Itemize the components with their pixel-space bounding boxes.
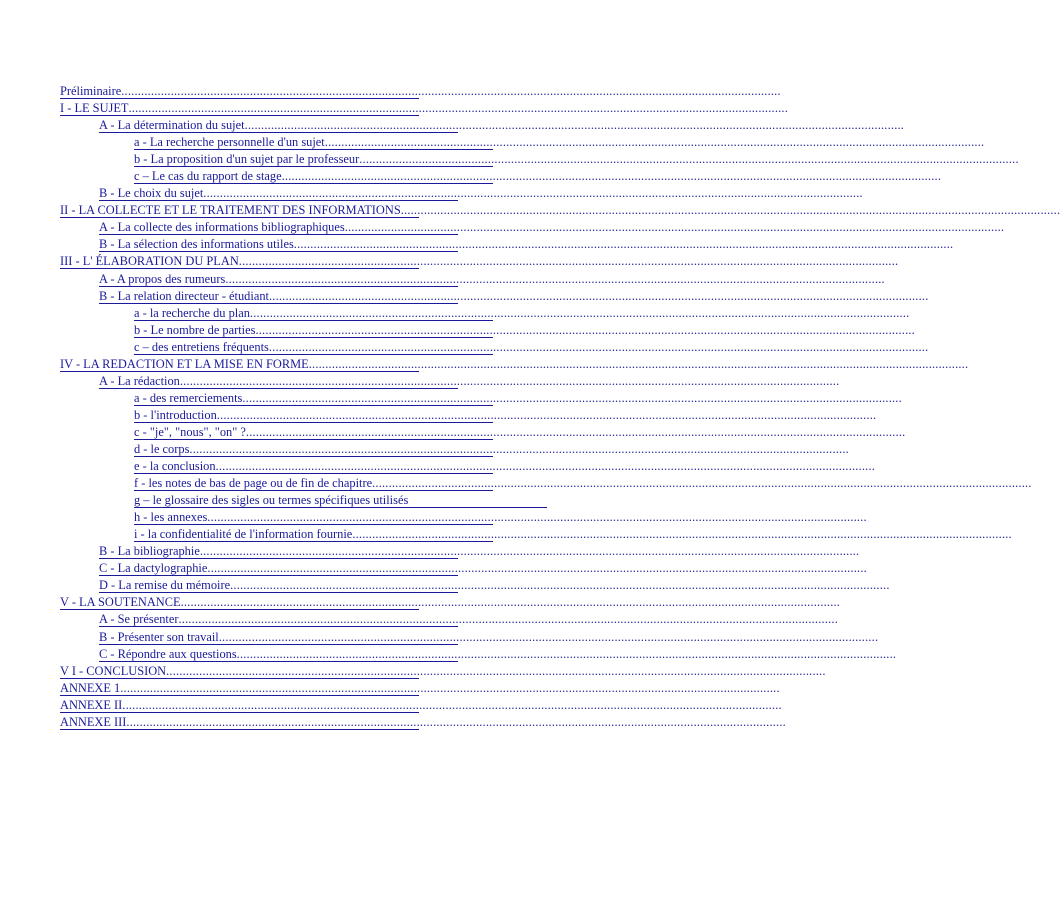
toc-link[interactable] xyxy=(134,493,547,508)
toc-entry-title: ANNEXE II xyxy=(60,697,123,712)
dot-leader: ........................................................................................................................................................................................................ xyxy=(230,578,890,593)
toc-entry xyxy=(60,236,954,253)
dot-leader: ........................................................................................................................................................................................................ xyxy=(180,595,841,610)
toc-entry xyxy=(60,646,897,663)
toc-link[interactable] xyxy=(99,118,905,133)
toc-entry-title: f - les notes de bas de page ou de fin de chapitre xyxy=(134,476,373,491)
toc-entry xyxy=(60,458,876,475)
toc-entry-title: III - L' ÉLABORATION DU PLAN xyxy=(60,254,239,269)
toc-entry xyxy=(60,526,1012,543)
dot-leader: ........................................................................................................................................................................................................ xyxy=(268,288,929,303)
toc-entry xyxy=(60,577,890,594)
toc-entry xyxy=(60,441,849,458)
toc-link[interactable] xyxy=(60,714,786,730)
dot-leader: ........................................................................................................................................................................................................ xyxy=(225,271,885,286)
dot-leader: ........................................................................................................................................................................................................ xyxy=(268,339,929,354)
toc-entry xyxy=(60,168,942,185)
table-of-contents xyxy=(60,83,1060,731)
toc-entry-title: c - "je", "nous", "on" ? xyxy=(134,424,246,439)
toc-entry xyxy=(60,100,789,117)
toc-entry xyxy=(60,424,906,441)
toc-entry xyxy=(60,356,969,373)
toc-entry xyxy=(60,151,1019,168)
toc-link[interactable] xyxy=(99,220,1005,235)
dot-leader: ........................................................................................................................................................................................................ xyxy=(179,373,840,388)
toc-link[interactable] xyxy=(99,612,839,627)
toc-entry-title: I - LE SUJET xyxy=(60,101,129,116)
toc-link[interactable] xyxy=(60,680,780,696)
toc-entry xyxy=(60,663,826,680)
dot-leader: ........................................................................................................................................................................................................ xyxy=(249,305,910,320)
dot-leader: ........................................................................................................................................................................................................ xyxy=(238,254,899,269)
toc-entry-title: a - La recherche personnelle d'un sujet xyxy=(134,135,325,150)
toc-entry-title: h - les annexes xyxy=(134,510,208,525)
toc-entry-title: e - la conclusion xyxy=(134,459,216,474)
toc-entry-title: A - La détermination du sujet xyxy=(99,118,245,133)
dot-leader: ........................................................................................................................................................................................................ xyxy=(245,424,906,439)
toc-entry-title: B - La sélection des informations utiles xyxy=(99,237,294,252)
toc-link[interactable] xyxy=(99,373,840,389)
toc-link[interactable] xyxy=(60,595,841,610)
toc-entry-title: c – des entretiens fréquents xyxy=(134,339,269,354)
toc-entry xyxy=(60,714,786,731)
toc-entry-title: V I - CONCLUSION xyxy=(60,663,167,678)
dot-leader: ........................................................................................................................................................................................................ xyxy=(344,220,1005,235)
dot-leader: ........................................................................................................................................................................................................ xyxy=(308,356,969,371)
toc-entry xyxy=(60,134,985,151)
toc-entry-title: B - Le choix du sujet xyxy=(99,186,204,201)
dot-leader: ........................................................................................................................................................................................................ xyxy=(128,101,789,116)
toc-link[interactable] xyxy=(134,305,910,321)
toc-entry-title: c – Le cas du rapport de stage xyxy=(134,169,282,184)
dot-leader: ........................................................................................................................................................................................................ xyxy=(242,390,902,405)
toc-entry-title: ANNEXE III xyxy=(60,714,127,729)
dot-leader: ........................................................................................................................................................................................................ xyxy=(359,152,1019,167)
dot-leader: ........................................................................................................................................................................................................ xyxy=(120,680,780,695)
dot-leader: ........................................................................................................................................................................................................ xyxy=(189,441,849,456)
toc-link[interactable] xyxy=(99,561,867,576)
toc-link[interactable] xyxy=(60,101,789,116)
toc-entry-title: B - La bibliographie xyxy=(99,544,200,559)
toc-entry-title: A - La collecte des informations bibliographiques xyxy=(99,220,345,235)
toc-entry-title: Préliminaire xyxy=(60,84,122,98)
toc-link[interactable] xyxy=(134,407,877,423)
toc-entry-title: D - La remise du mémoire xyxy=(99,578,231,593)
toc-link[interactable] xyxy=(60,356,969,372)
toc-entry-title: A - A propos des rumeurs xyxy=(99,271,226,286)
toc-entry-title: C - La dactylographie xyxy=(99,561,208,576)
dot-leader: ........................................................................................................................................................................................................ xyxy=(178,612,839,627)
dot-leader: ........................................................................................................................................................................................................ xyxy=(281,169,942,184)
toc-link[interactable] xyxy=(134,322,915,338)
toc-entry xyxy=(60,185,863,202)
dot-leader: ........................................................................................................................................................................................................ xyxy=(126,714,786,729)
dot-leader: ........................................................................................................................................................................................................ xyxy=(215,459,876,474)
toc-entry xyxy=(60,339,929,356)
dot-leader: ........................................................................................................................................................................................................ xyxy=(199,544,860,559)
dot-leader: ........................................................................................................................................................................................................ xyxy=(244,118,905,133)
toc-link[interactable] xyxy=(60,663,826,679)
toc-entry xyxy=(60,288,929,305)
toc-entry xyxy=(60,611,839,628)
toc-link[interactable] xyxy=(134,424,906,440)
toc-entry xyxy=(60,543,860,560)
toc-link[interactable] xyxy=(134,459,876,474)
toc-entry xyxy=(60,322,915,339)
toc-entry xyxy=(60,560,867,577)
toc-entry xyxy=(60,83,781,100)
dot-leader: ........................................................................................................................................................................................................ xyxy=(216,407,877,422)
toc-entry-title: ANNEXE 1 xyxy=(60,680,121,695)
toc-link[interactable] xyxy=(99,237,954,252)
dot-leader: ........................................................................................................................................................................................................ xyxy=(372,476,1032,491)
toc-link[interactable] xyxy=(134,441,849,457)
dot-leader: ........................................................................................................................................................................................................ xyxy=(122,697,782,712)
dot-leader: ........................................................................................................................................................................................................ xyxy=(324,135,985,150)
toc-entry-title: A - Se présenter xyxy=(99,612,179,627)
toc-link[interactable] xyxy=(60,254,899,269)
toc-link[interactable] xyxy=(99,544,860,559)
toc-link[interactable] xyxy=(134,169,942,184)
toc-link[interactable] xyxy=(60,203,1060,218)
toc-entry-title: II - LA COLLECTE ET LE TRAITEMENT DES INFORMATIONS xyxy=(60,203,401,218)
dot-leader: ........................................................................................................................................................................................................ xyxy=(255,322,915,337)
toc-entry xyxy=(60,219,1005,236)
toc-link[interactable] xyxy=(99,288,929,304)
toc-entry-title: a - la recherche du plan xyxy=(134,305,250,320)
toc-entry xyxy=(60,271,885,288)
toc-entry-title: b - l'introduction xyxy=(134,407,217,422)
toc-entry-title: i - la confidentialité de l'information fournie xyxy=(134,527,353,542)
toc-entry-title: g – le glossaire des sigles ou termes spécifiques utilisés xyxy=(134,493,409,508)
toc-link[interactable] xyxy=(134,476,1032,491)
toc-link[interactable] xyxy=(134,527,1012,542)
toc-entry xyxy=(60,305,910,322)
toc-entry xyxy=(60,407,877,424)
toc-entry xyxy=(60,629,879,646)
toc-link[interactable] xyxy=(60,697,782,713)
toc-entry xyxy=(60,253,899,270)
toc-entry-title: B - La relation directeur - étudiant xyxy=(99,288,269,303)
toc-entry-title: IV - LA REDACTION ET LA MISE EN FORME xyxy=(60,356,309,371)
toc-link[interactable] xyxy=(99,646,897,662)
toc-entry-title: b - Le nombre de parties xyxy=(134,322,256,337)
toc-entry xyxy=(60,373,840,390)
toc-link[interactable] xyxy=(134,135,985,150)
dot-leader: ........................................................................................................................................................................................................ xyxy=(293,237,954,252)
dot-leader: ........................................................................................................................................................................................................ xyxy=(203,186,863,201)
dot-leader: ........................................................................................................................................................................................................ xyxy=(400,203,1060,218)
toc-entry xyxy=(60,680,780,697)
toc-entry xyxy=(60,492,530,509)
toc-entry-title: C - Répondre aux questions xyxy=(99,646,237,661)
toc-link[interactable] xyxy=(99,578,890,593)
toc-link[interactable] xyxy=(134,339,929,355)
toc-entry xyxy=(60,475,1032,492)
toc-entry xyxy=(60,202,1060,219)
toc-entry-title: A - La rédaction xyxy=(99,373,180,388)
dot-leader: ........................................................................................................................................................................................................ xyxy=(236,646,897,661)
toc-link[interactable] xyxy=(134,152,1019,167)
toc-link[interactable] xyxy=(99,186,863,201)
toc-entry-title: V - LA SOUTENANCE xyxy=(60,595,181,610)
toc-link[interactable] xyxy=(99,629,879,645)
toc-entry-title: a - des remerciements xyxy=(134,390,243,405)
toc-entry xyxy=(60,697,782,714)
toc-link[interactable] xyxy=(60,84,781,99)
toc-entry xyxy=(60,390,902,407)
dot-leader: ........................................................................................................................................................................................................ xyxy=(207,510,867,525)
toc-link[interactable] xyxy=(134,510,867,525)
toc-entry-title: b - La proposition d'un sujet par le professeur xyxy=(134,152,360,167)
toc-entry-title: B - Présenter son travail xyxy=(99,629,219,644)
dot-leader: ........................................................................................................................................................................................................ xyxy=(207,561,867,576)
toc-entry xyxy=(60,509,867,526)
dot-leader: ........................................................................................................................................................................................................ xyxy=(352,527,1012,542)
dot-leader: ........................................................................................................................................................................................................ xyxy=(218,629,879,644)
toc-entry xyxy=(60,117,905,134)
dot-leader: ........................................................................................................................................................................................................ xyxy=(121,84,781,98)
toc-entry-title: d - le corps xyxy=(134,441,190,456)
toc-entry xyxy=(60,594,841,611)
toc-link[interactable] xyxy=(134,390,902,406)
toc-link[interactable] xyxy=(99,271,885,287)
dot-leader: ........................................................................................................................................................................................................ xyxy=(166,663,826,678)
